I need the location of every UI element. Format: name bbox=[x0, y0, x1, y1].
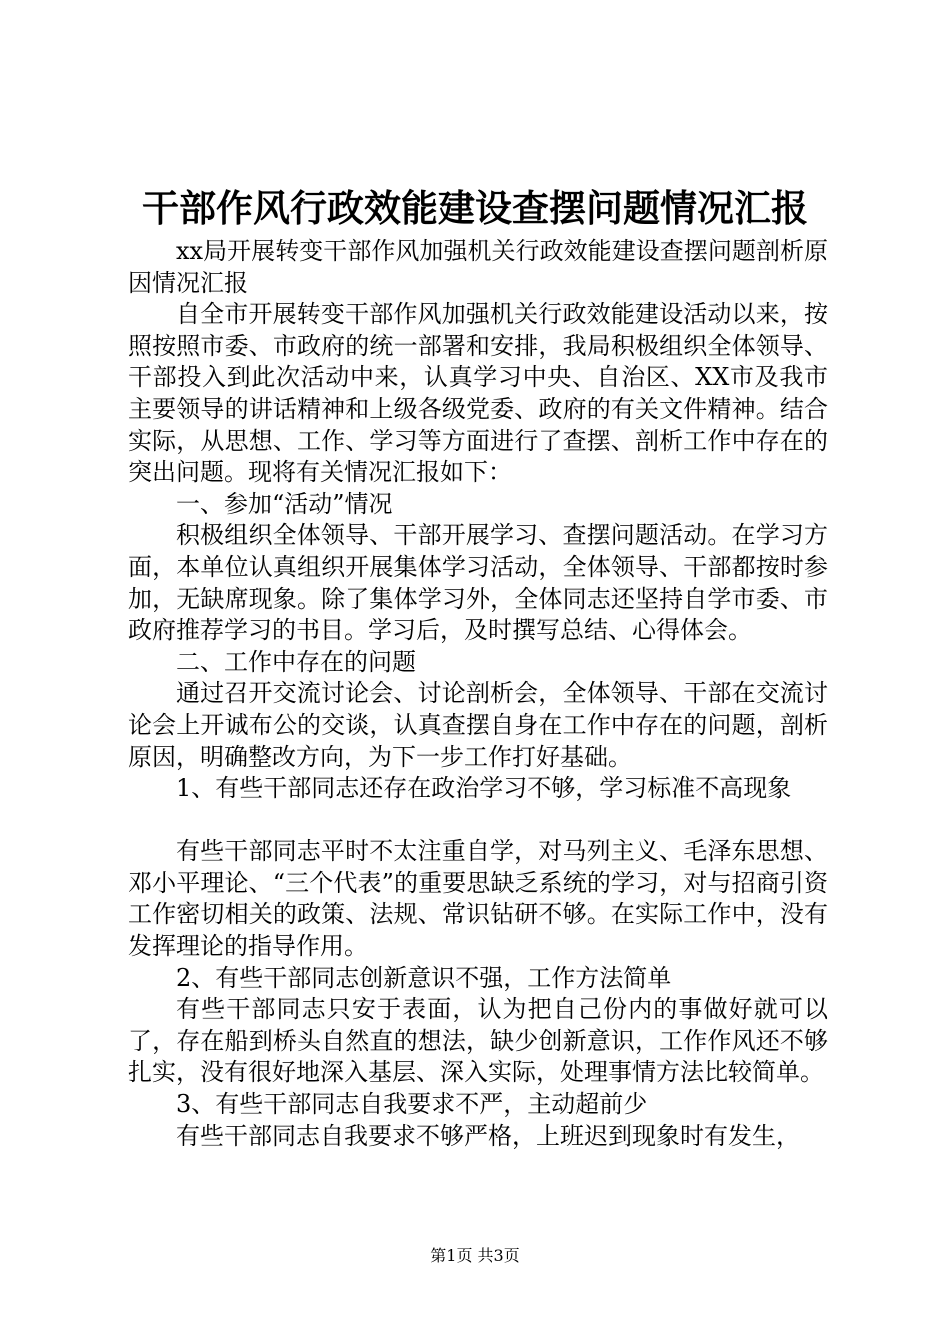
paragraph-problems: 通过召开交流讨论会、讨论剖析会，全体领导、干部在交流讨论会上开诚布公的交谈，认真查摆自身在工作中存在的问题，剖析原因，明确整改方向，为下一步工作打好基础。 bbox=[128, 679, 828, 771]
paragraph-problem-3: 有些干部同志自我要求不够严格，上班迟到现象时有发生， bbox=[176, 1121, 800, 1150]
paragraph-activity: 积极组织全体领导、干部开展学习、查摆问题活动。在学习方面，本单位认真组织开展集体学习活动，全体领导、干部都按时参加，无缺席现象。除了集体学习外，全体同志还坚持自学市委、市政府推荐学习的书目。学习后，及时撰写总结、心得体会。 bbox=[128, 521, 828, 645]
paragraph-problem-2: 有些干部同志只安于表面，认为把自己份内的事做好就可以了，存在船到桥头自然直的想法，缺少创新意识，工作作风还不够扎实，没有很好地深入基层、深入实际，处理事情方法比较简单。 bbox=[128, 995, 828, 1087]
paragraph-intro: 自全市开展转变干部作风加强机关行政效能建设活动以来，按照按照市委、市政府的统一部署和安排，我局积极组织全体领导、干部投入到此次活动中来，认真学习中央、自治区、XX市及我市主要领导的讲话精神和上级各级党委、政府的有关文件精神。结合实际，从思想、工作、学习等方面进行了查摆、剖析工作中存在的突出问题。现将有关情况汇报如下： bbox=[128, 300, 828, 487]
section-heading-2: 二、工作中存在的问题 bbox=[176, 647, 416, 676]
problem-heading-1: 1、有些干部同志还存在政治学习不够，学习标准不高现象 bbox=[176, 774, 792, 803]
problem-heading-2: 2、有些干部同志创新意识不强，工作方法简单 bbox=[176, 963, 672, 992]
document-title: 干部作风行政效能建设查摆问题情况汇报 bbox=[142, 186, 808, 230]
paragraph-problem-1: 有些干部同志平时不太注重自学，对马列主义、毛泽东思想、邓小平理论、“三个代表”的重要思缺乏系统的学习，对与招商引资工作密切相关的政策、法规、常识钻研不够。在实际工作中，没有发挥理论的指导作用。 bbox=[128, 837, 828, 961]
paragraph-subtitle: xx局开展转变干部作风加强机关行政效能建设查摆问题剖析原因情况汇报 bbox=[128, 237, 828, 297]
section-heading-1: 一、参加“活动”情况 bbox=[176, 489, 393, 518]
page-number: 第1页 共3页 bbox=[430, 1246, 520, 1265]
document-body bbox=[128, 236, 828, 1152]
problem-heading-3: 3、有些干部同志自我要求不严，主动超前少 bbox=[176, 1090, 648, 1119]
